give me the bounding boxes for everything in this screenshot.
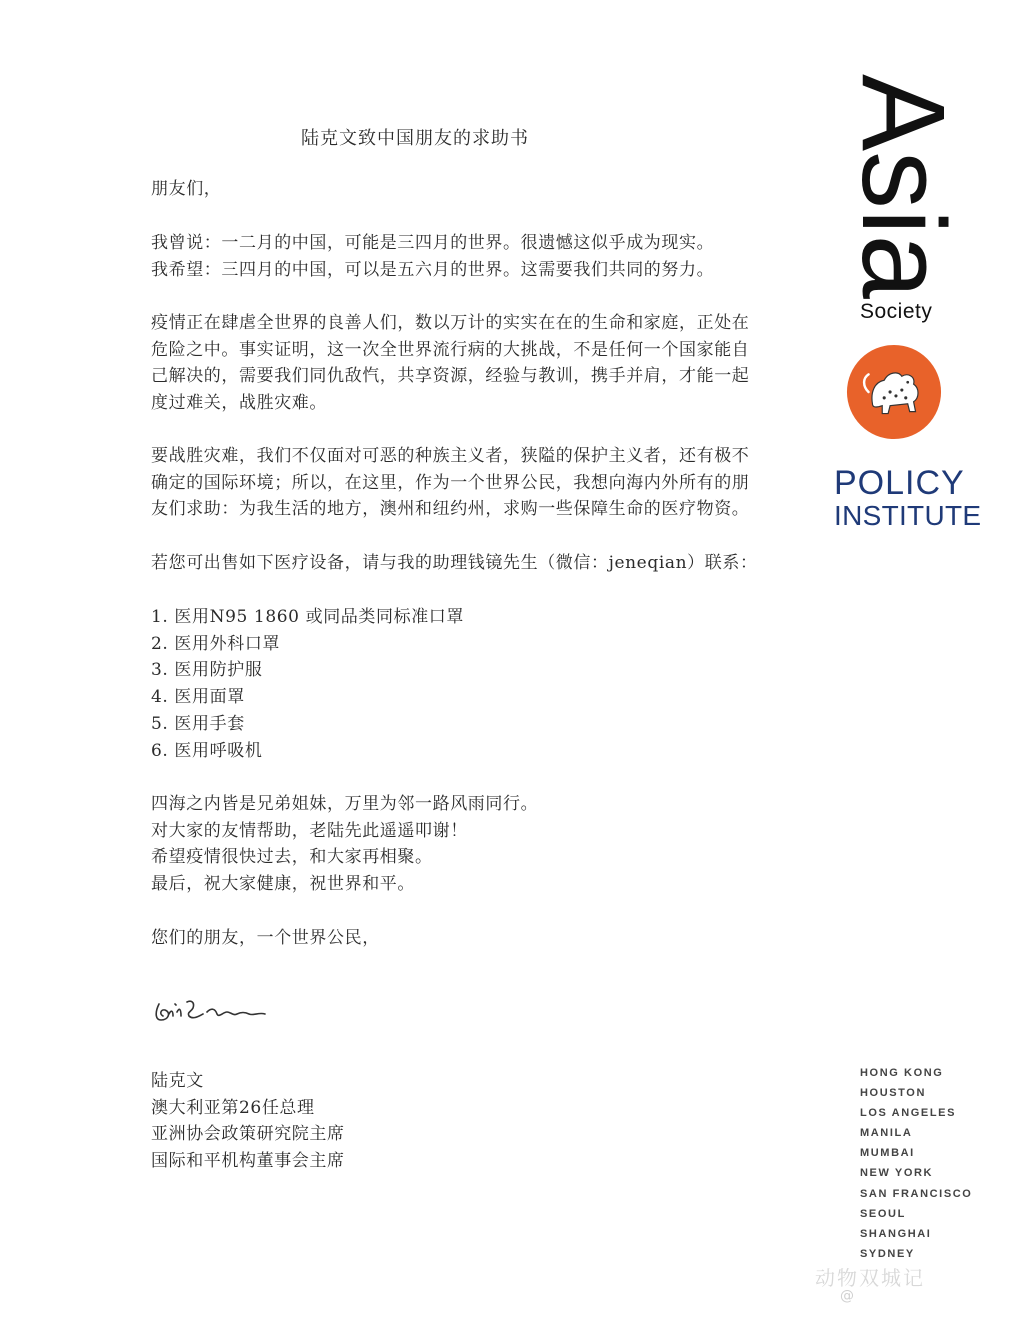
paragraph-4: 若您可出售如下医疗设备，请与我的助理钱镜先生（微信：jeneqian）联系： xyxy=(151,553,758,573)
paragraph-line: 我曾说：一二月的中国，可能是三四月的世界。很遗憾这似乎成为现实。 xyxy=(151,233,715,253)
signoff: 您们的朋友，一个世界公民， xyxy=(151,928,380,948)
paragraph-line: 确定的国际环境；所以，在这里，作为一个世界公民，我想向海内外所有的朋 xyxy=(151,472,750,493)
letter-title: 陆克文致中国朋友的求助书 xyxy=(301,128,529,149)
city-item: MUMBAI xyxy=(860,1147,915,1160)
paragraph-line: 友们求助：为我生活的地方，澳州和纽约州，求购一些保障生命的医疗物资。 xyxy=(151,499,750,520)
author-title: 澳大利亚第26任总理 xyxy=(151,1097,315,1118)
list-item: 3. 医用防护服 xyxy=(151,660,263,681)
closing-paragraph xyxy=(151,791,538,898)
list-item: 6. 医用呼吸机 xyxy=(151,740,263,761)
author-title: 国际和平机构董事会主席 xyxy=(151,1151,345,1172)
watermark-handle: @ xyxy=(840,1288,854,1304)
watermark-text: 动物双城记 xyxy=(815,1266,925,1290)
policy-label: POLICY xyxy=(834,464,965,502)
paragraph-3 xyxy=(151,443,749,523)
author-title: 亚洲协会政策研究院主席 xyxy=(151,1124,345,1145)
paragraph-line: 己解决的，需要我们同仇敌忾，共享资源，经验与教训，携手并肩，才能一起 xyxy=(151,366,750,387)
paragraph-line: 危险之中。事实证明，这一次全世界流行病的大挑战，不是任何一个国家能自 xyxy=(151,339,750,360)
city-item: HONG KONG xyxy=(860,1067,944,1079)
author-name: 陆克文 xyxy=(151,1071,204,1091)
paragraph-line: 度过难关，战胜灾难。 xyxy=(151,393,327,414)
paragraph-line: 我希望：三四月的中国，可以是五六月的世界。这需要我们共同的努力。 xyxy=(151,259,715,280)
lion-emblem-icon xyxy=(845,343,943,441)
city-item: HOUSTON xyxy=(860,1087,927,1100)
city-item: SEOUL xyxy=(860,1207,906,1220)
paragraph-1 xyxy=(151,230,714,283)
paragraph-line: 疫情正在肆虐全世界的良善人们，数以万计的实实在在的生命和家庭，正处在 xyxy=(151,313,750,333)
asia-text: Asia xyxy=(837,74,969,304)
list-item: 4. 医用面罩 xyxy=(151,687,245,708)
paragraph-line: 最后，祝大家健康，祝世界和平。 xyxy=(151,874,415,895)
paragraph-line: 四海之内皆是兄弟姐妹，万里为邻一路风雨同行。 xyxy=(151,794,539,814)
institute-label: INSTITUTE xyxy=(834,500,982,531)
society-label: Society xyxy=(860,300,933,323)
list-item: 5. 医用手套 xyxy=(151,713,245,734)
paragraph-line: 对大家的友情帮助，老陆先此遥遥叩谢！ xyxy=(151,820,468,841)
city-item: SHANGHAI xyxy=(860,1227,932,1240)
city-item: MANILA xyxy=(860,1127,913,1140)
city-list xyxy=(860,1063,972,1264)
supply-list xyxy=(151,604,464,764)
paragraph-2 xyxy=(151,310,749,417)
list-item: 2. 医用外科口罩 xyxy=(151,633,281,654)
city-item: NEW YORK xyxy=(860,1167,934,1180)
city-item: LOS ANGELES xyxy=(860,1107,957,1120)
handwritten-signature xyxy=(151,990,271,1030)
paragraph-line: 要战胜灾难，我们不仅面对可恶的种族主义者，狭隘的保护主义者，还有极不 xyxy=(151,446,750,466)
city-item: SAN FRANCISCO xyxy=(860,1187,973,1200)
list-item: 1. 医用N95 1860 或同品类同标准口罩 xyxy=(151,607,465,627)
asia-logotype xyxy=(837,74,969,304)
city-item: SYDNEY xyxy=(860,1247,915,1260)
signature-block xyxy=(151,1068,345,1175)
paragraph-line: 希望疫情很快过去，和大家再相聚。 xyxy=(151,847,433,868)
greeting: 朋友们， xyxy=(151,179,222,199)
